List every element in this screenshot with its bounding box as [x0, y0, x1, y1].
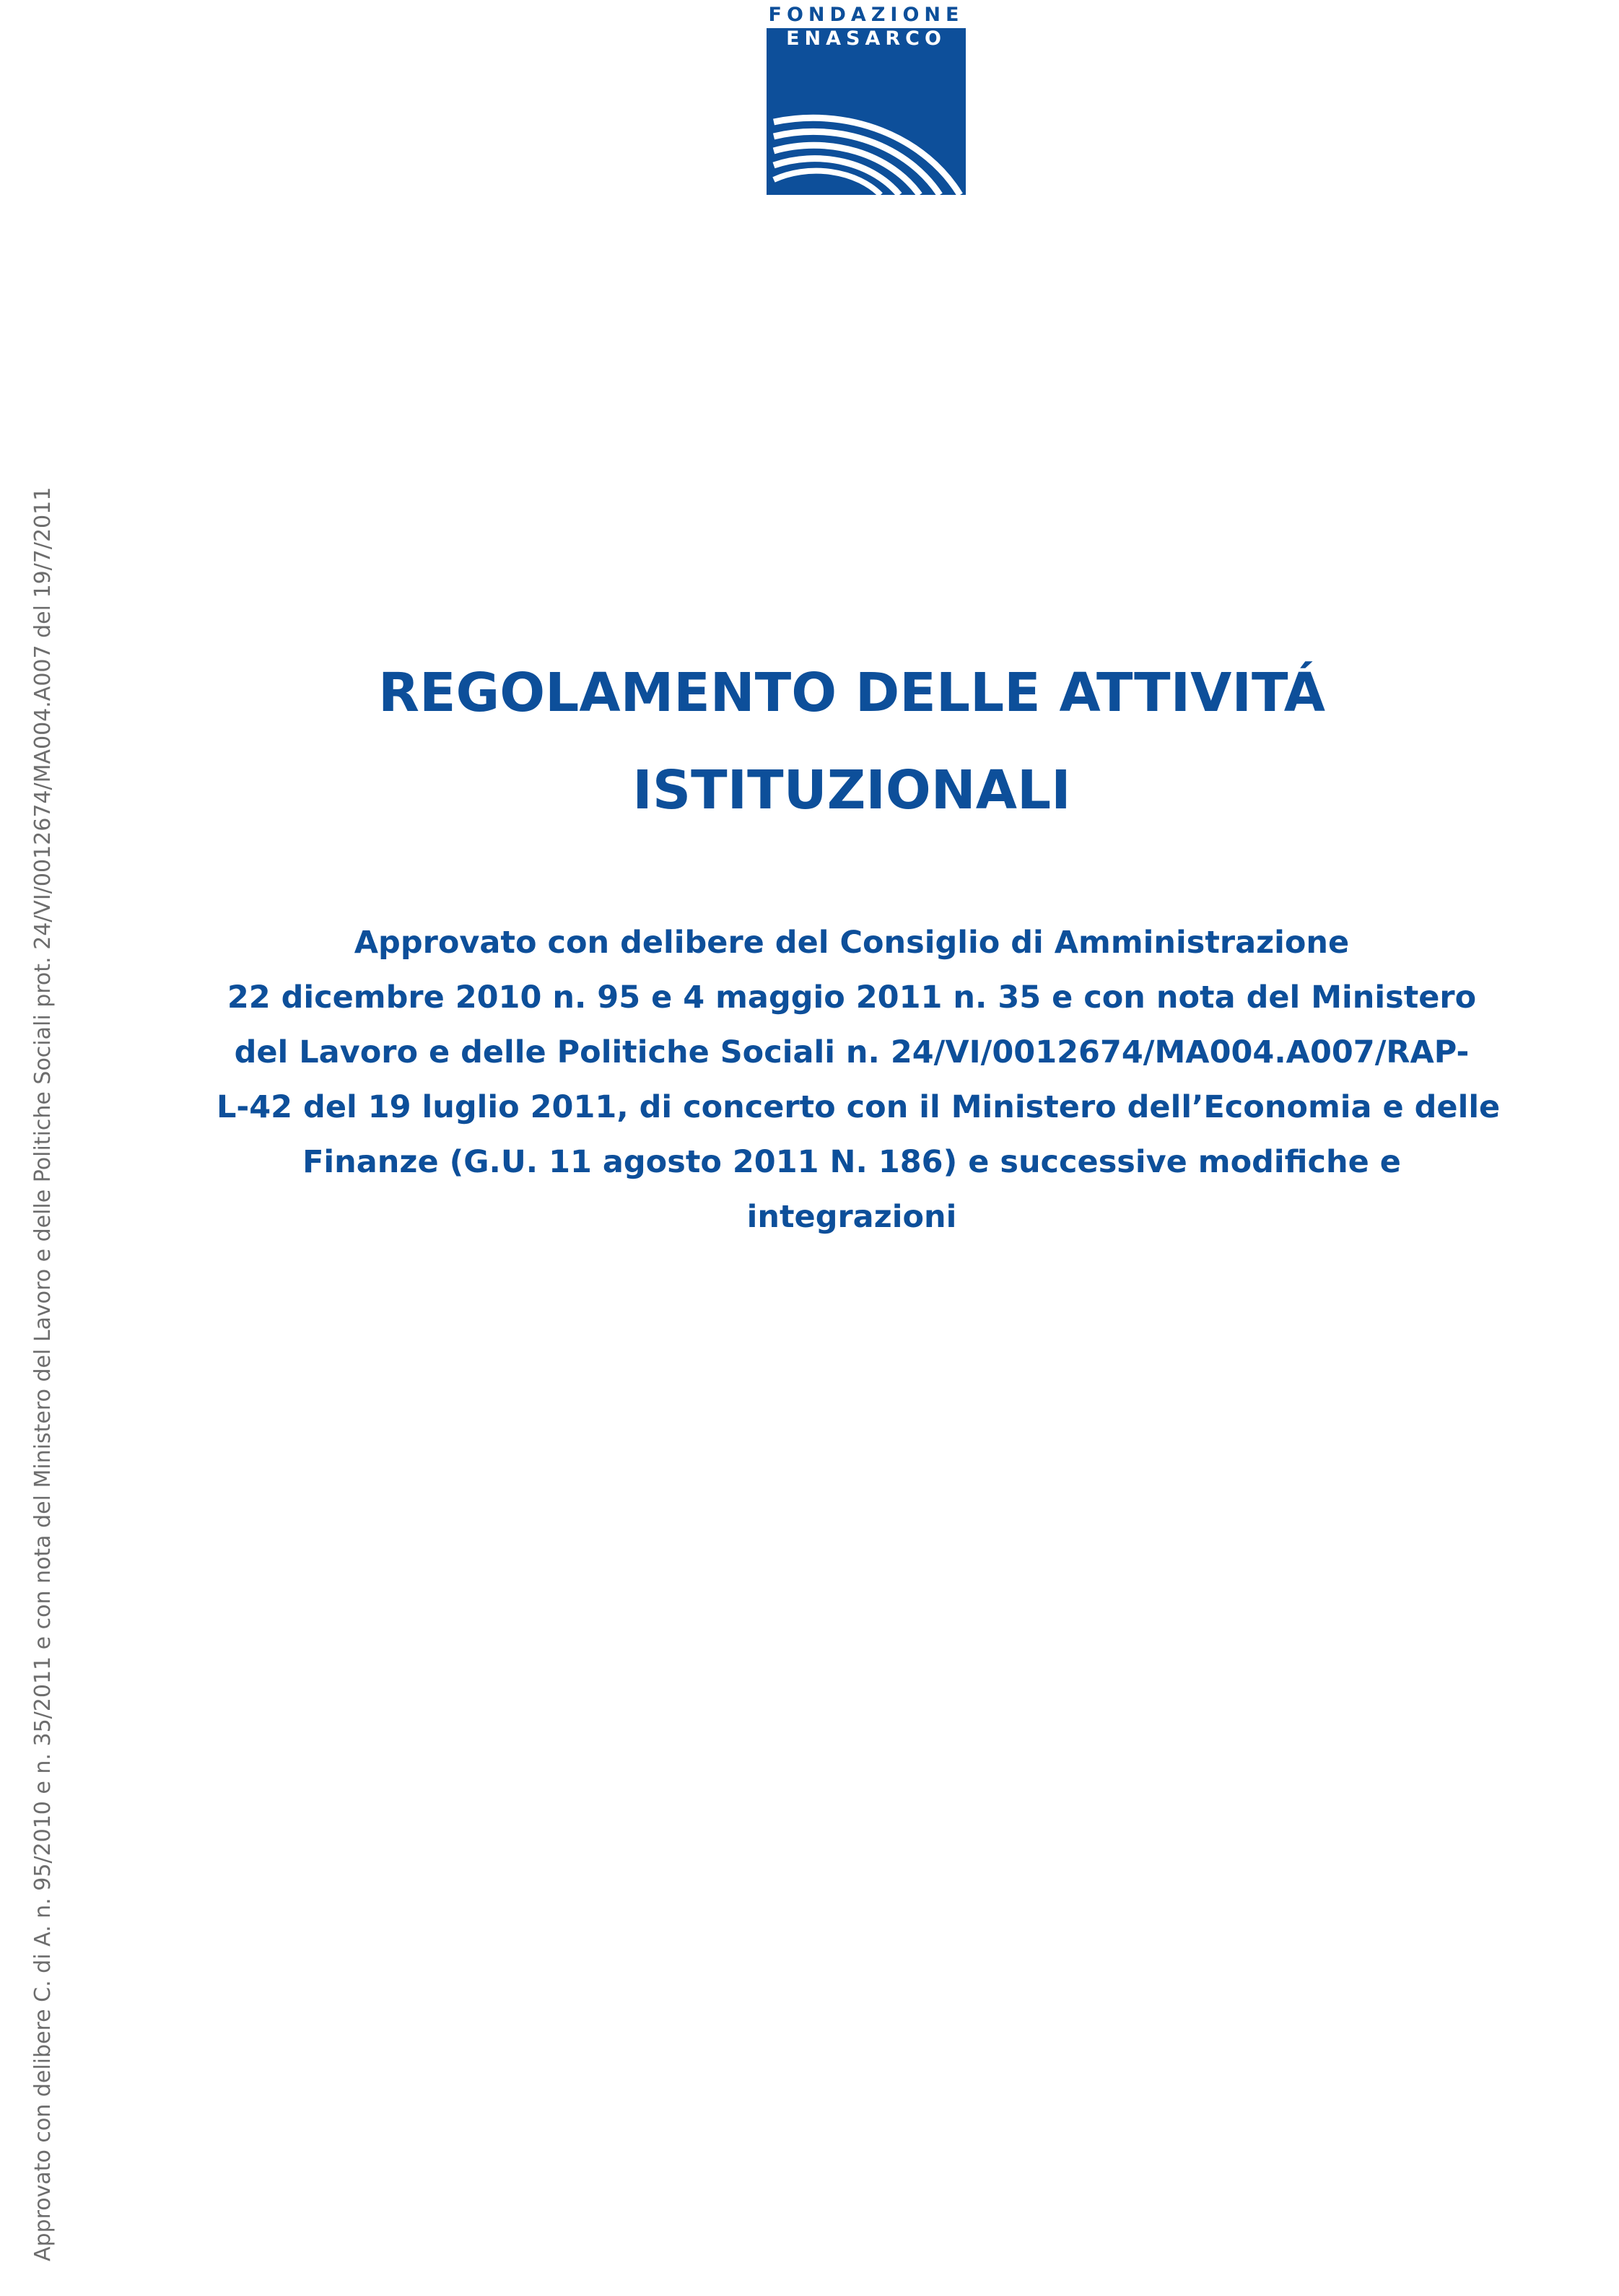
logo-arcs-icon	[767, 28, 966, 195]
approval-line: del Lavoro e delle Politiche Sociali n. 24/VI/0012674/MA004.A007/RAP-	[234, 1034, 1470, 1070]
approval-line: Approvato con delibere del Consiglio di Amministrazione	[354, 925, 1350, 961]
approval-statement	[217, 915, 1501, 1244]
approval-line: L-42 del 19 luglio 2011, di concerto con il Ministero dell’Economia e delle	[217, 1089, 1501, 1125]
side-approval-note: Approvato con delibere C. di A. n. 95/2010 e n. 35/2011 e con nota del Ministero del Lavoro e delle Politiche Sociali prot. 24/VI/0012674/MA004.A007 del 19/7/2011	[30, 486, 56, 2261]
document-title-line-1: REGOLAMENTO DELLE ATTIVITÁ	[378, 662, 1325, 724]
logo-text-fondazione: FONDAZIONE	[768, 4, 964, 26]
enasarco-logo	[767, 4, 966, 195]
approval-line: integrazioni	[746, 1199, 957, 1235]
logo-text-enasarco: ENASARCO	[786, 27, 946, 50]
document-title-line-2: ISTITUZIONALI	[632, 759, 1071, 821]
approval-line: 22 dicembre 2010 n. 95 e 4 maggio 2011 n. 35 e con nota del Ministero	[227, 979, 1477, 1016]
approval-line: Finanze (G.U. 11 agosto 2011 N. 186) e successive modifiche e	[302, 1144, 1401, 1180]
